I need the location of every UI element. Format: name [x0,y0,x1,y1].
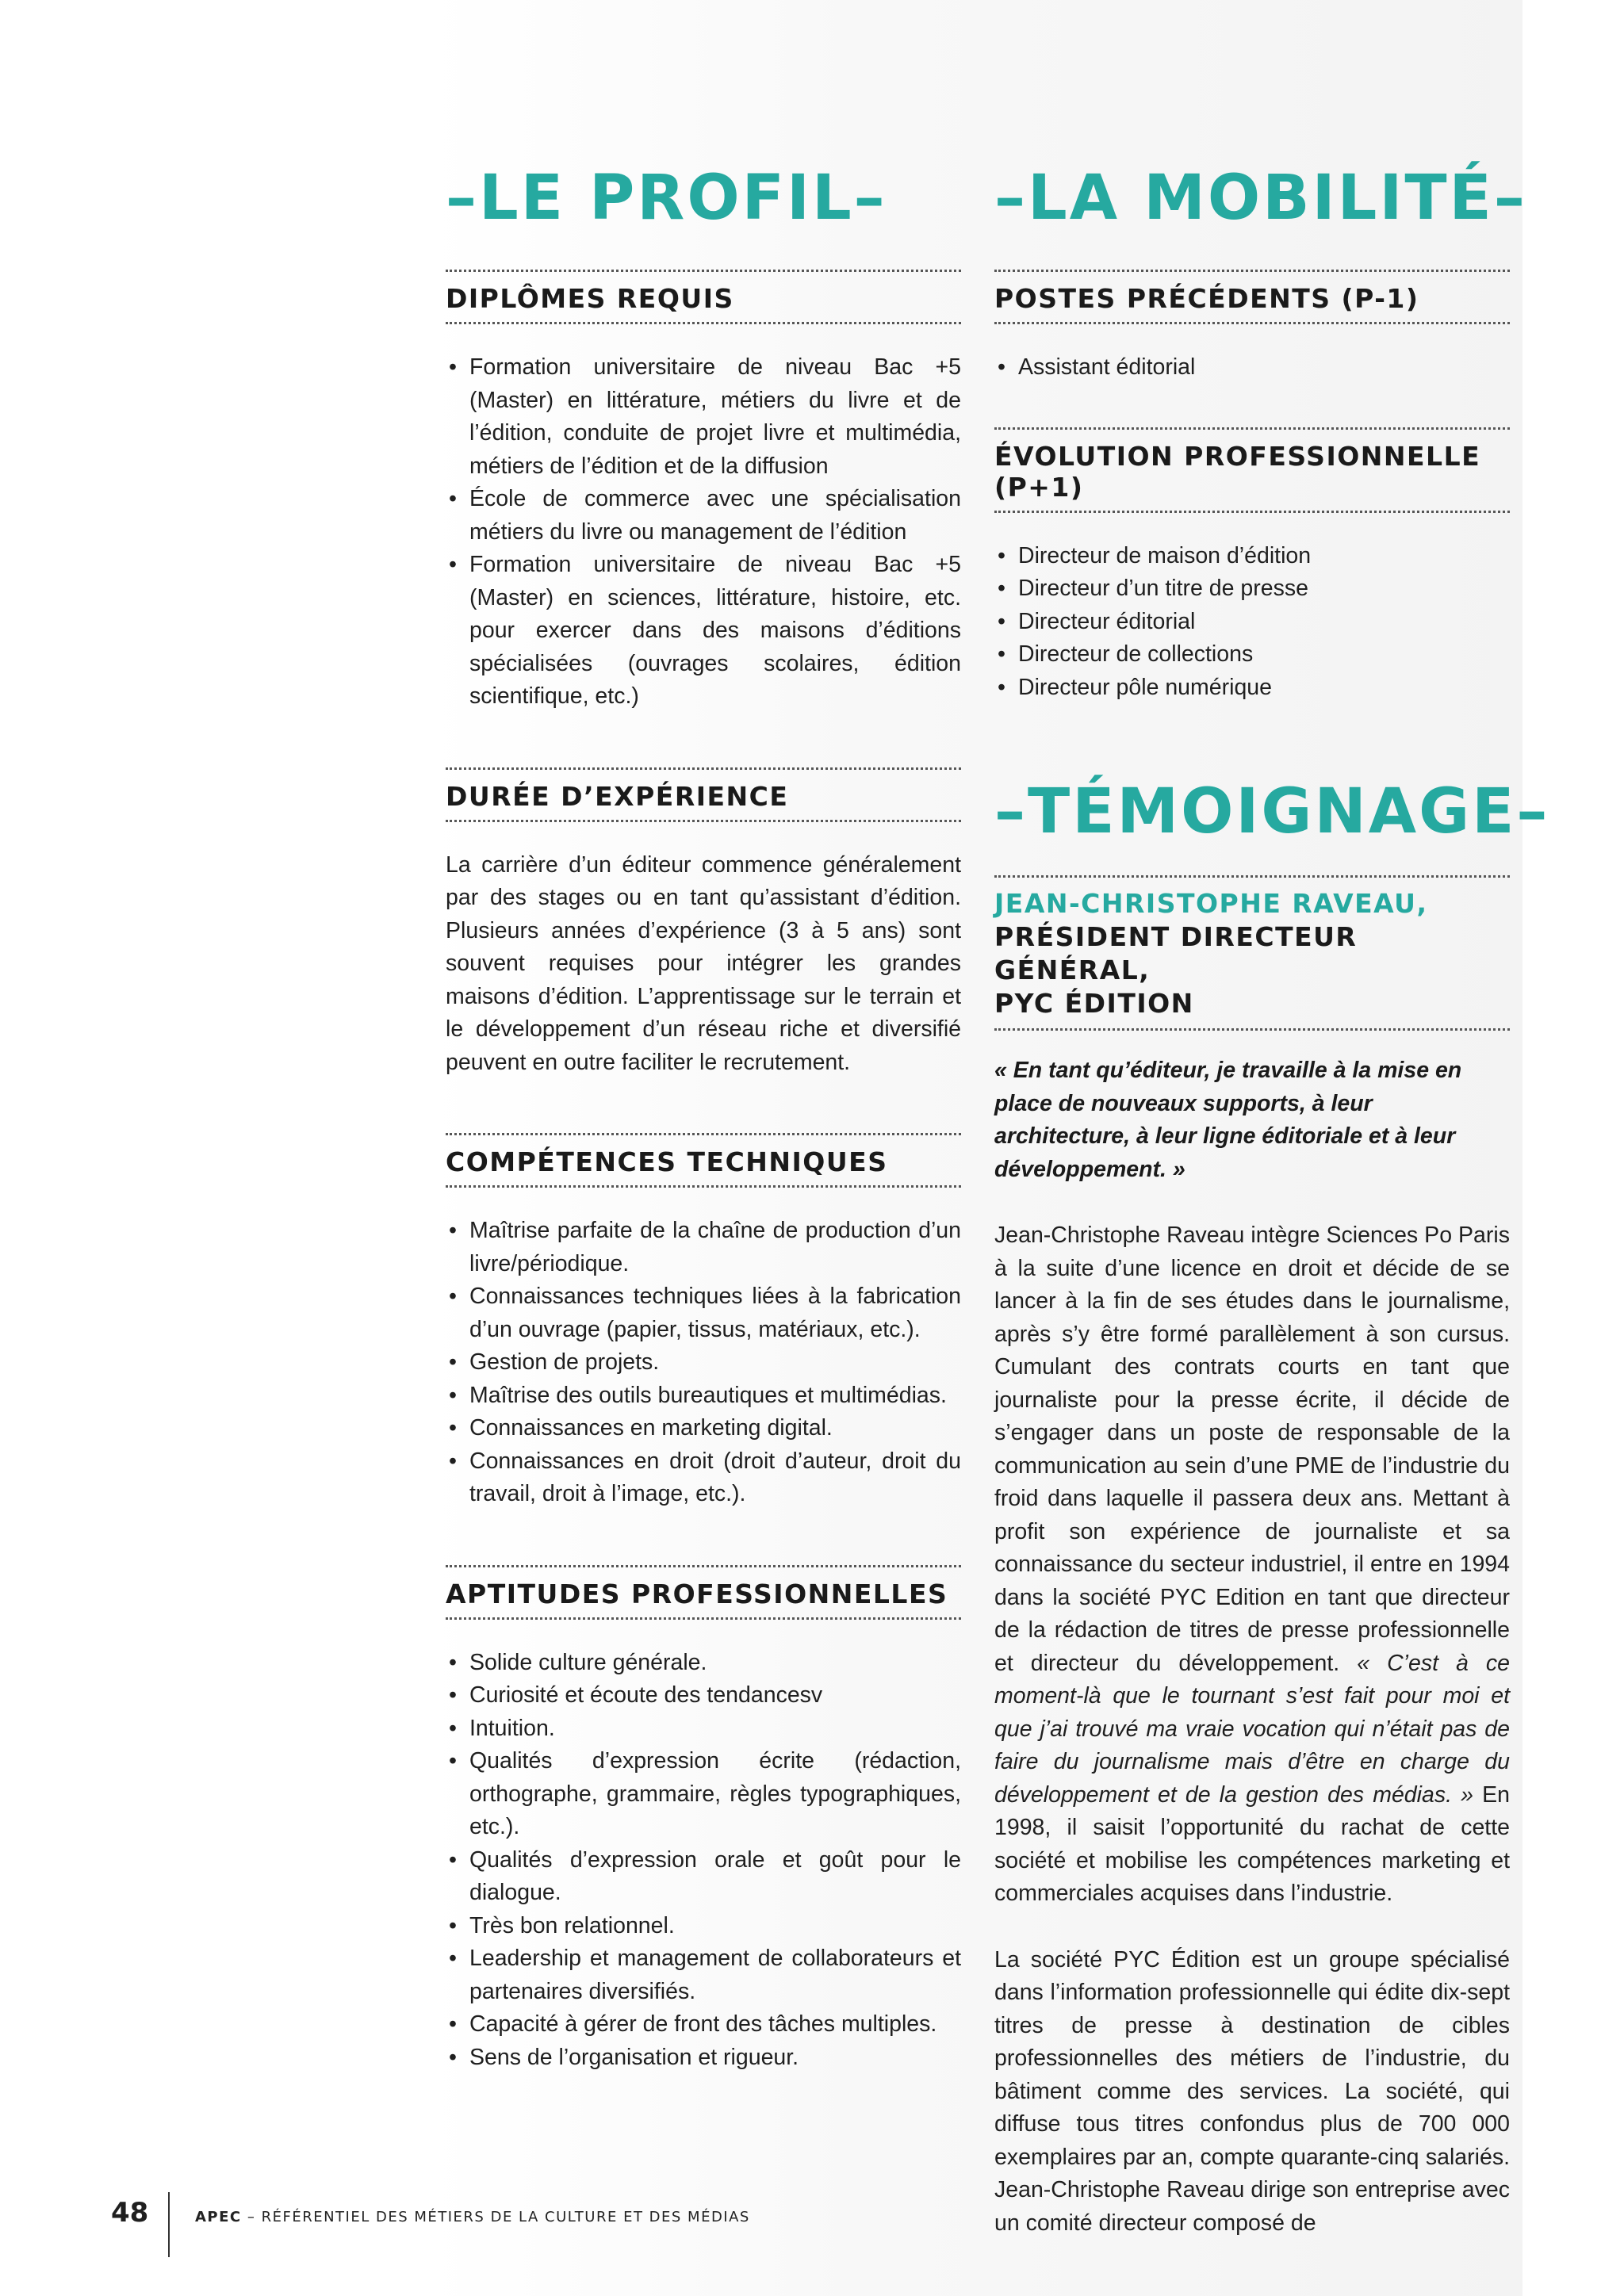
footer-title: – RÉFÉRENTIEL DES MÉTIERS DE LA CULTURE ET DES MÉDIAS [241,2209,750,2225]
aptitudes-list [446,1647,961,2075]
list-item: • Directeur de maison d’édition [994,540,1510,573]
person-company: PYC ÉDITION [994,988,1194,1019]
list-item: • Directeur pôle numérique [994,672,1510,705]
paragraph-text: Jean-Christophe Raveau intègre Sciences Po Paris à la suite d’une licence en droit et décide de se lancer à la fin de ses études dans le journalisme, après s’y être formé parallèlement à son cursus. Cumulant des contrats courts en tant que journaliste pour la presse écrite, il décide de s’engager dans un poste de responsable de la communication au sein d’une PME de l’industrie du froid dans laquelle il passera deux ans. Mettant à profit son expérience de journaliste et sa connaissance du secteur industriel, il entre en 1994 dans la société PYC Edition en tant que directeur de la rédaction de titres de presse professionnelle et directeur du développement. [994,1223,1510,1676]
diplomes-list [446,351,961,714]
evolution-list [994,540,1510,705]
list-item: • Sens de l’organisation et rigueur. [446,2042,961,2075]
diplomes-section [446,270,961,714]
diplomes-heading: DIPLÔMES REQUIS [446,270,961,324]
list-item: • Connaissances techniques liées à la fabrication d’un ouvrage (papier, tissus, matériaux, etc.). [446,1280,961,1346]
postes-section [994,270,1510,385]
list-item: • Connaissances en droit (droit d’auteur, droit du travail, droit à l’image, etc.). [446,1445,961,1511]
profil-title: –LE PROFIL– [446,163,887,234]
profil-column [446,159,961,2074]
list-item: • Directeur éditorial [994,606,1510,639]
list-item: • Maîtrise parfaite de la chaîne de production d’un livre/périodique. [446,1215,961,1280]
temoignage-paragraph-1 [994,1219,1510,1911]
person-role: PRÉSIDENT DIRECTEUR GÉNÉRAL, [994,921,1358,985]
list-item: • Curiosité et écoute des tendancesv [446,1679,961,1712]
list-item: • Leadership et management de collaborateurs et partenaires diversifiés. [446,1942,961,2008]
list-item: • Solide culture générale. [446,1647,961,1680]
evolution-section [994,427,1510,705]
list-item: • Formation universitaire de niveau Bac +5 (Master) en littérature, métiers du livre et de l’édition, conduite de projet livre et multimédia, métiers de l’édition et de la diffusion [446,351,961,483]
list-item: • Intuition. [446,1712,961,1746]
competences-section [446,1133,961,1511]
list-item: • Maîtrise des outils bureautiques et multimédias. [446,1380,961,1413]
paragraph-text: En 1998, il saisit l’opportunité du rachat de cette société et mobilise les compétences marketing et commerciales acquises dans l’industrie. [994,1781,1510,1906]
temoignage-quote: « En tant qu’éditeur, je travaille à la mise en place de nouveaux supports, à leur architecture, à leur ligne éditoriale et à leur développement. » [994,1058,1462,1182]
duree-heading: DURÉE D’EXPÉRIENCE [446,767,961,822]
list-item: • Connaissances en marketing digital. [446,1412,961,1445]
person-name: JEAN-CHRISTOPHE RAVEAU, [994,888,1428,919]
list-item: • Gestion de projets. [446,1346,961,1380]
duree-section [446,767,961,1080]
page-number: 48 [111,2197,149,2229]
list-item: • Qualités d’expression orale et goût pour le dialogue. [446,1844,961,1910]
temoignage-paragraph-2: La société PYC Édition est un groupe spécialisé dans l’information professionnelle qui édite dix-sept titres de presse à destination de cibles professionnelles des métiers de l’industrie, du bâtiment comme des services. La société, qui diffuse tous titres confondus plus de 700 000 exemplaires par an, compte quarante-cinq salariés. Jean-Christophe Raveau dirige son entreprise avec un comité directeur composé de [994,1946,1510,2236]
duree-text: La carrière d’un éditeur commence généralement par des stages ou en tant qu’assistant d’édition. Plusieurs années d’expérience (3 à 5 ans) sont souvent requises pour intégrer les grandes maisons d’édition. L’apprentissage sur le terrain et le développement d’un réseau riche et diversifié peuvent en outre faciliter le recrutement. [446,851,961,1075]
footer-brand: APEC [195,2209,242,2225]
postes-list [994,351,1510,385]
list-item: • Directeur de collections [994,638,1510,672]
footer-running-title [195,2209,750,2225]
list-item: • École de commerce avec une spécialisation métiers du livre ou management de l’édition [446,483,961,549]
list-item: • Capacité à gérer de front des tâches multiples. [446,2008,961,2042]
mobilite-title: –LA MOBILITÉ– [994,163,1527,234]
inline-quote: « C’est à ce moment-là que le tournant s’est fait pour moi et que j’ai trouvé ma vraie vocation qui n’était pas de faire du journalisme mais d’être en charge du développement et de la gestion des médias. » [994,1650,1510,1808]
list-item: • Qualités d’expression écrite (rédaction, orthographe, grammaire, règles typographiques, etc.). [446,1745,961,1844]
evolution-heading: ÉVOLUTION PROFESSIONNELLE (P+1) [994,427,1510,513]
postes-heading: POSTES PRÉCÉDENTS (P-1) [994,270,1510,324]
temoignage-title: –TÉMOIGNAGE– [994,776,1550,848]
aptitudes-heading: APTITUDES PROFESSIONNELLES [446,1565,961,1620]
list-item: • Directeur d’un titre de presse [994,572,1510,606]
aptitudes-section [446,1565,961,2075]
competences-list [446,1215,961,1511]
list-item: • Très bon relationnel. [446,1910,961,1943]
competences-heading: COMPÉTENCES TECHNIQUES [446,1133,961,1188]
temoignage-heading [994,875,1510,1031]
footer-divider [168,2192,170,2257]
list-item: • Formation universitaire de niveau Bac +5 (Master) en sciences, littérature, histoire, etc. pour exercer dans des maisons d’éditions spécialisées (ouvrages scolaires, édition scientifique, etc.) [446,549,961,714]
mobilite-column [994,159,1550,2240]
list-item: • Assistant éditorial [994,351,1510,385]
